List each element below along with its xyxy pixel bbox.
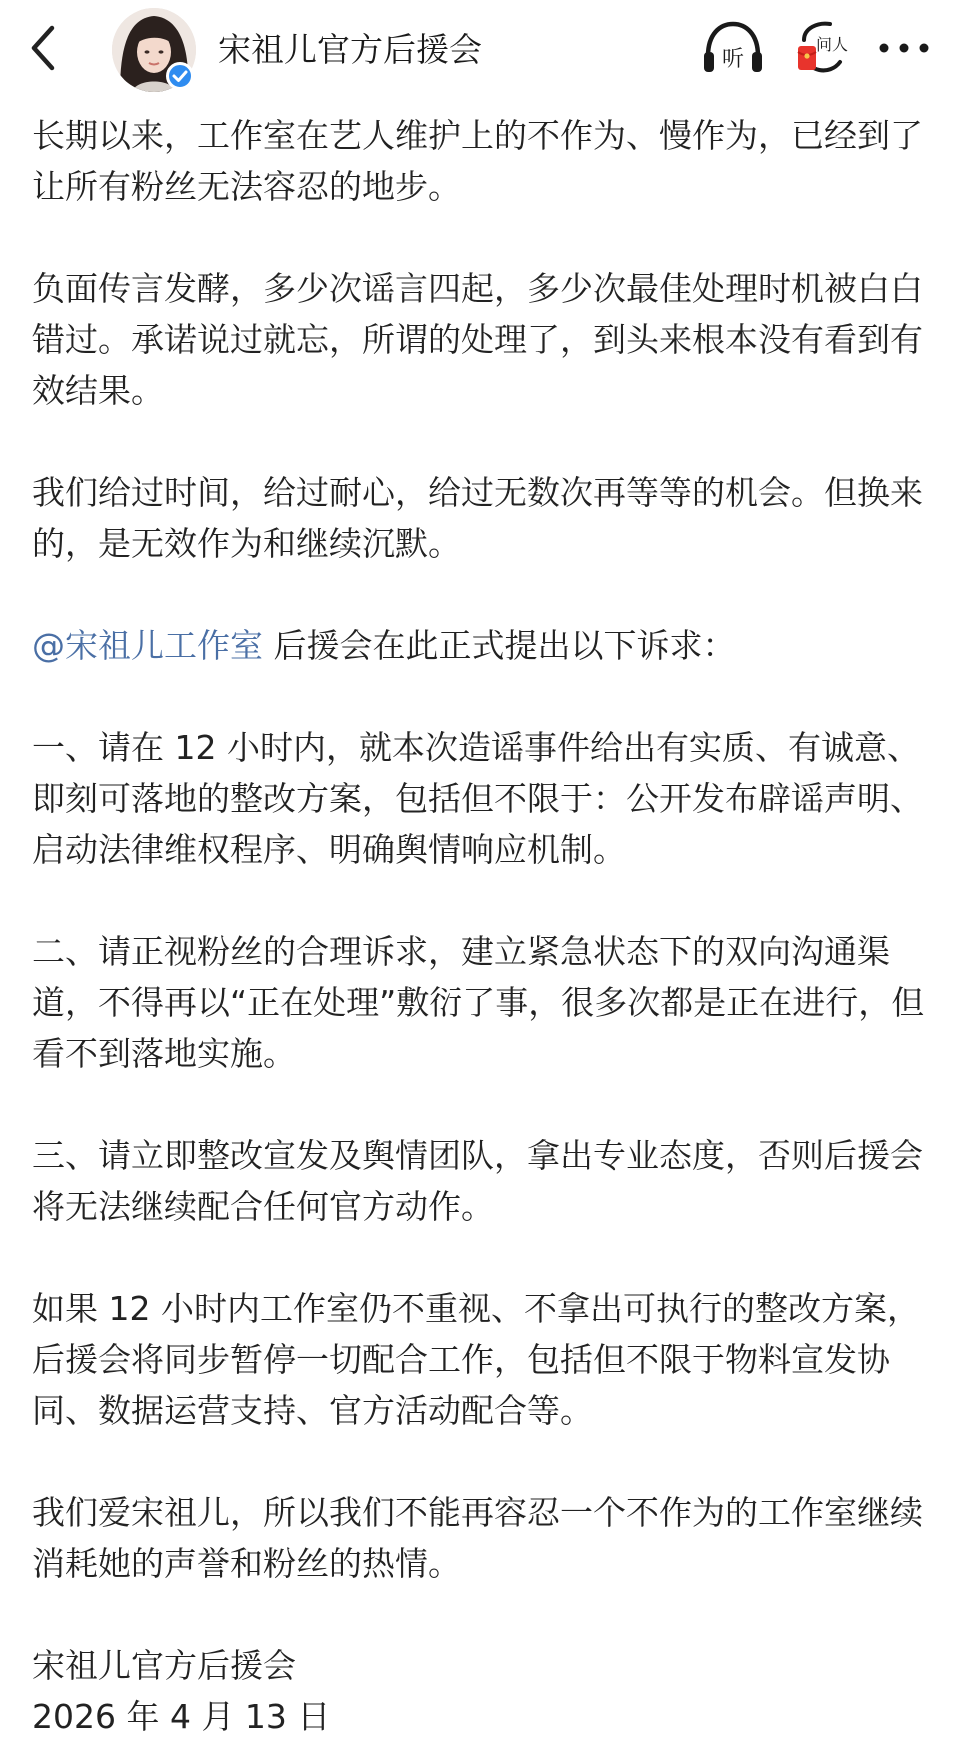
headphones-icon [700, 18, 766, 78]
listen-button[interactable] [700, 18, 766, 78]
listen-label: 听 [721, 47, 745, 72]
back-button[interactable] [22, 22, 72, 74]
top-bar [0, 0, 960, 98]
post-paragraph-8: 如果 12 小时内工作室仍不重视、不拿出可执行的整改方案，后援会将同步暂停一切配合工作，包括但不限于物料宣发协同、数据运营支持、官方活动配合等。 [32, 1289, 920, 1430]
post-paragraph-9: 我们爱宋祖儿，所以我们不能再容忍一个不作为的工作室继续消耗她的声誉和粉丝的热情。 [32, 1493, 923, 1583]
post-paragraph-2: 负面传言发酵，多少次谣言四起，多少次最佳处理时机被白白错过。承诺说过就忘，所谓的处理了，到头来根本没有看到有效结果。 [32, 269, 923, 410]
red-packet-icon [790, 18, 852, 80]
account-name[interactable]: 宋祖儿官方后援会 [218, 30, 482, 69]
chevron-left-icon [22, 22, 72, 74]
post-paragraph-7: 三、请立即整改宣发及舆情团队，拿出专业态度，否则后援会将无法继续配合任何官方动作。 [32, 1136, 923, 1226]
post-paragraph-1: 长期以来，工作室在艺人维护上的不作为、慢作为，已经到了让所有粉丝无法容忍的地步。 [32, 116, 923, 206]
post-paragraph-4 [32, 620, 932, 671]
more-dots-icon [876, 30, 932, 66]
post-paragraph-4-text: 后援会在此正式提出以下诉求： [263, 626, 736, 665]
ask-label: 问人 [815, 35, 849, 54]
mention-link[interactable]: @宋祖儿工作室 [32, 626, 263, 665]
post-paragraph-6: 二、请正视粉丝的合理诉求，建立紧急状态下的双向沟通渠道，不得再以“正在处理”敷衍了事，很多次都是正在进行，但看不到落地实施。 [32, 932, 925, 1073]
post-paragraph-5: 一、请在 12 小时内，就本次造谣事件给出有实质、有诚意、即刻可落地的整改方案，包括但不限于：公开发布辟谣声明、启动法律维权程序、明确舆情响应机制。 [32, 728, 923, 869]
post-paragraph-3: 我们给过时间，给过耐心，给过无数次再等等的机会。但换来的，是无效作为和继续沉默。 [32, 473, 923, 563]
verified-badge-icon [166, 62, 194, 90]
signature-date: 2026 年 4 月 13 日 [32, 1697, 331, 1736]
ask-button[interactable] [790, 18, 852, 80]
signature-name: 宋祖儿官方后援会 [32, 1646, 296, 1685]
post-body [32, 110, 932, 1742]
more-button[interactable] [876, 30, 932, 66]
